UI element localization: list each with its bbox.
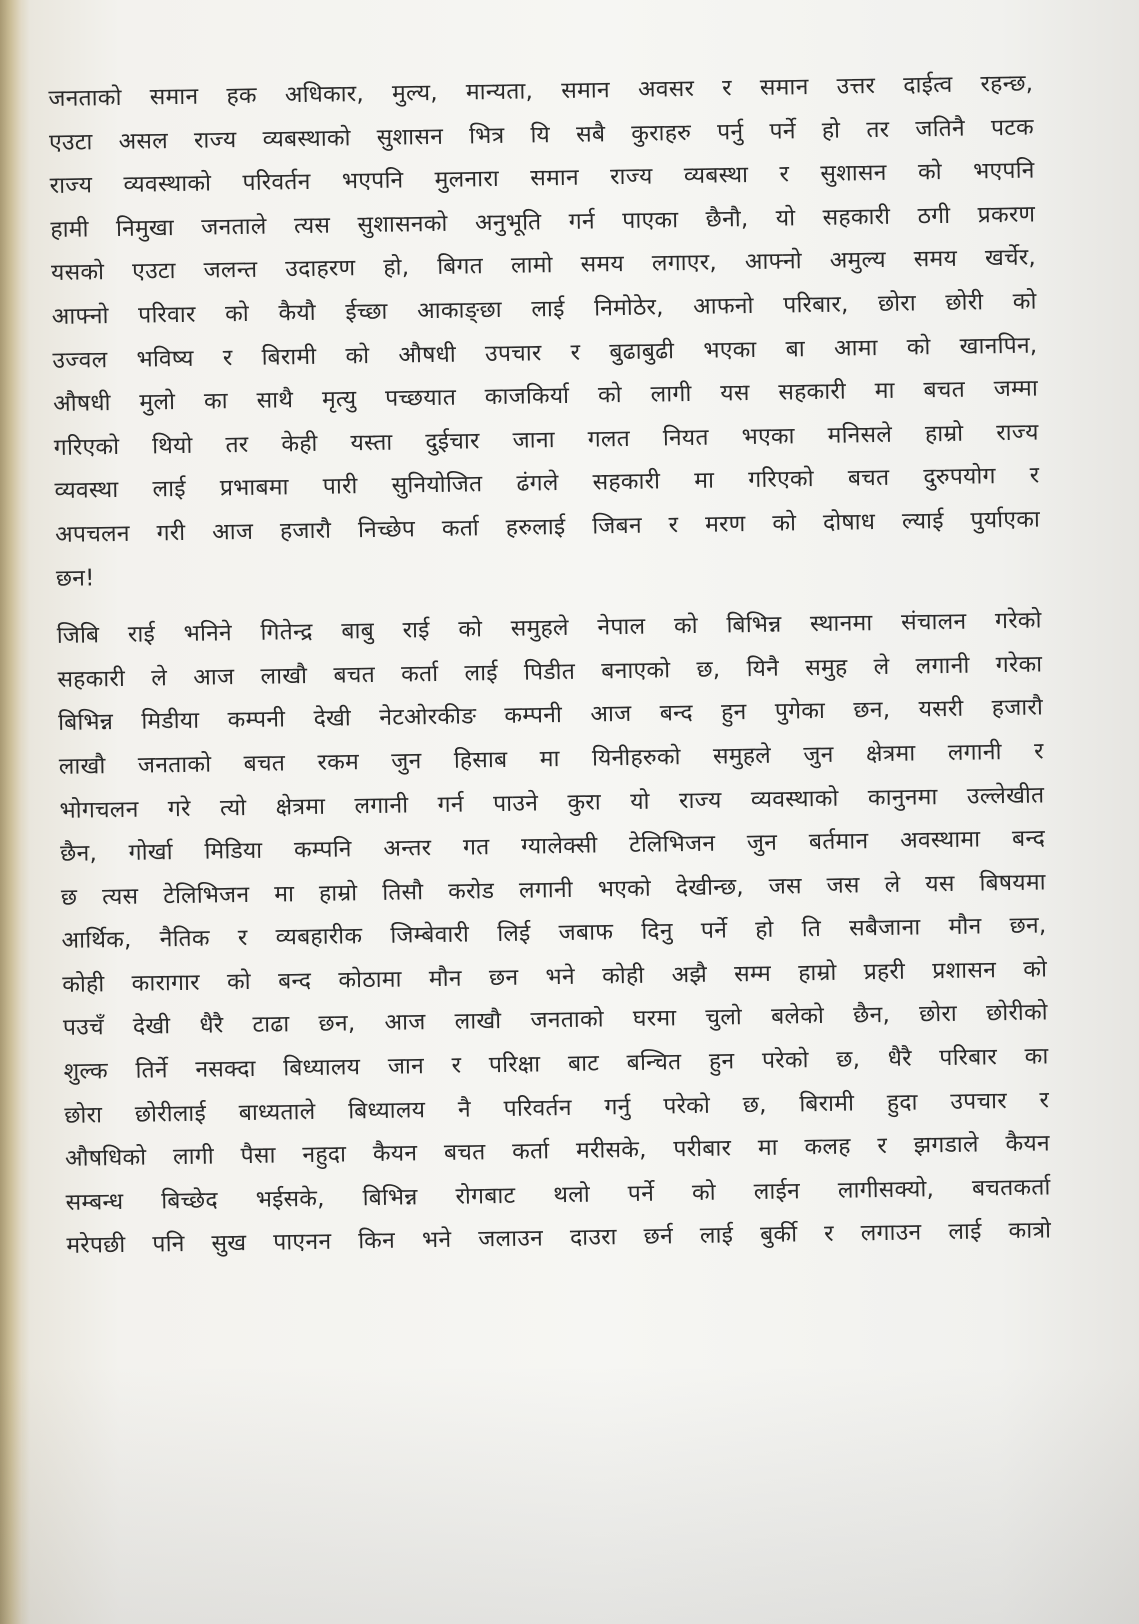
text-line: छ त्यस टेलिभिजन मा हाम्रो तिसौ करोड लगानी भएको देखीन्छ, जस जस ले यस बिषयमा bbox=[60, 869, 1046, 911]
text-line: गरिएको थियो तर केही यस्ता दुईचार जाना गलत नियत भएका मनिसले हाम्रो राज्य bbox=[53, 419, 1039, 461]
text-line: राज्य व्यवस्थाको परिवर्तन भएपनि मुलनारा समान राज्य व्यबस्था र सुशासन को भएपनि bbox=[49, 157, 1035, 200]
text-line: छैन, गोर्खा मिडिया कम्पनि अन्तर गत ग्यालेक्सी टेलिभिजन जुन बर्तमान अवस्थामा बन्द bbox=[59, 825, 1046, 867]
text-line: भोगचलन गरे त्यो क्षेत्रमा लगानी गर्न पाउने कुरा यो राज्य व्यवस्थाको कानुनमा उल्लेखीत bbox=[59, 781, 1045, 824]
text-line: जनताको समान हक अधिकार, मुल्य, मान्यता, समान अवसर र समान उत्तर दाईत्व रहन्छ, bbox=[48, 70, 1034, 112]
text-line: उज्वल भविष्य र बिरामी को औषधी उपचार र बुढाबुढी भएका बा आमा को खानपिन, bbox=[52, 332, 1038, 374]
document-body bbox=[48, 63, 1052, 1269]
text-line: एउटा असल राज्य व्यबस्थाको सुशासन भित्र यि सबै कुराहरु पर्नु पर्ने हो तर जतिनै पटक bbox=[48, 114, 1035, 156]
text-line: छोरा छोरीलाई बाध्यताले बिध्यालय नै परिवर्तन गर्नु परेको छ, बिरामी हुदा उपचार र bbox=[64, 1087, 1050, 1129]
text-line: औषधिको लागी पैसा नहुदा कैयन बचत कर्ता मरीसके, परीबार मा कलह र झगडाले कैयन bbox=[64, 1130, 1051, 1173]
text-line: पउचँ देखी धैरै टाढा छन, आज लाखौ जनताको घरमा चुलो बलेको छैन, छोरा छोरीको bbox=[62, 999, 1049, 1042]
page-edge bbox=[0, 0, 22, 1624]
text-line: व्यवस्था लाई प्रभाबमा पारी सुनियोजित ढंगले सहकारी मा गरिएको बचत दुरुपयोग र bbox=[54, 462, 1040, 505]
text-line: शुल्क तिर्ने नसक्दा बिध्यालय जान र परिक्षा बाट बन्चित हुन परेको छ, धैरै परिबार का bbox=[63, 1043, 1049, 1085]
text-line: हामी निमुखा जनताले त्यस सुशासनको अनुभूति गर्न पाएका छैनौ, यो सहकारी ठगी प्रकरण bbox=[50, 201, 1036, 243]
text-line: यसको एउटा जलन्त उदाहरण हो, बिगत लामो समय लगाएर, आफ्नो अमुल्य समय खर्चेर, bbox=[50, 244, 1037, 287]
text-line: बिभिन्न मिडीया कम्पनी देखी नेटओरकीङ कम्पनी आज बन्द हुन पुगेका छन, यसरी हजारौ bbox=[57, 694, 1044, 737]
text-line: औषधी मुलो का साथै मृत्यु पच्छयात काजकिर्या को लागी यस सहकारी मा बचत जम्मा bbox=[52, 375, 1039, 418]
text-line: जिबि राई भनिने गितेन्द्र बाबु राई को समुहले नेपाल को बिभिन्न स्थानमा संचालन गरेको bbox=[56, 607, 1042, 650]
text-line: सम्बन्ध बिच्छेद भईसके, बिभिन्न रोगबाट थलो पर्ने को लाईन लागीसक्यो, बचतकर्ता bbox=[65, 1174, 1051, 1216]
paragraph-1 bbox=[48, 63, 1041, 602]
text-line: मरेपछी पनि सुख पाएनन किन भने जलाउन दाउरा छर्न लाई बुर्की र लगाउन लाई कात्रो bbox=[66, 1217, 1052, 1260]
text-line: लाखौ जनताको बचत रकम जुन हिसाब मा यिनीहरुको समुहले जुन क्षेत्रमा लगानी र bbox=[58, 738, 1044, 780]
text-line: छन! bbox=[55, 564, 95, 592]
text-line: अपचलन गरी आज हजारौ निच्छेप कर्ता हरुलाई जिबन र मरण को दोषाध ल्याई पुर्याएका bbox=[54, 506, 1041, 548]
paragraph-2 bbox=[56, 600, 1051, 1269]
photo-shadow bbox=[0, 1364, 1139, 1624]
text-line: कोही कारागार को बन्द कोठामा मौन छन भने कोही अझै सम्म हाम्रो प्रहरी प्रशासन को bbox=[62, 956, 1048, 998]
text-line: आफ्नो परिवार को कैयौ ईच्छा आकाङ्छा लाई निमोठेर, आफनो परिबार, छोरा छोरी को bbox=[51, 288, 1037, 330]
text-line: सहकारी ले आज लाखौ बचत कर्ता लाई पिडीत बनाएको छ, यिनै समुह ले लगानी गरेका bbox=[57, 651, 1043, 693]
text-line: आर्थिक, नैतिक र व्यबहारीक जिम्बेवारी लिई जबाफ दिनु पर्ने हो ति सबैजाना मौन छन, bbox=[61, 912, 1047, 955]
